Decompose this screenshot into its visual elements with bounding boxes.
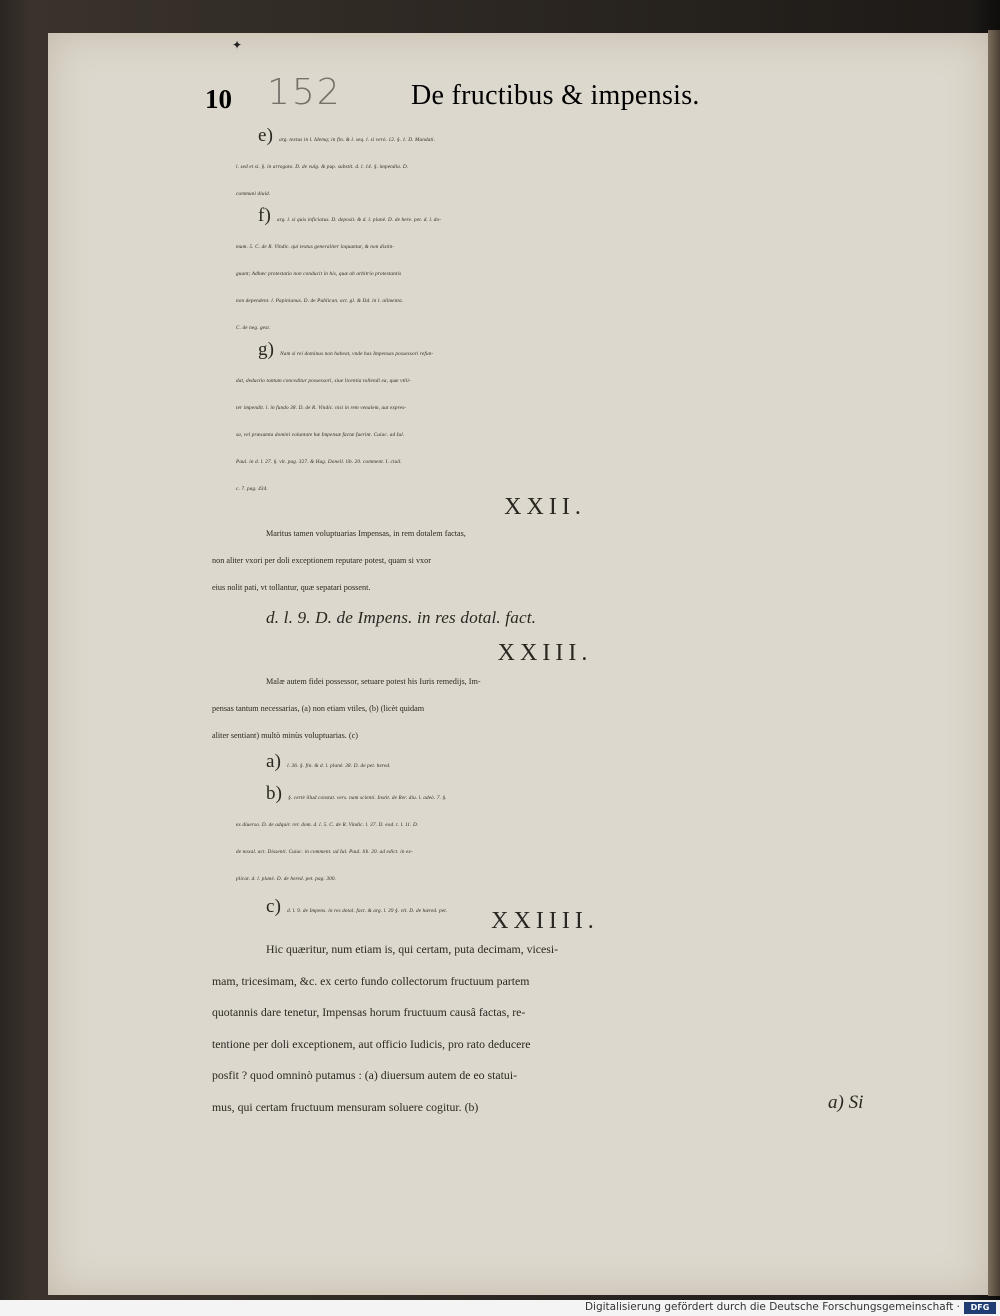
note-line: l. 36. §. fin. & d. l. planè. 38. D. de pet. hered. bbox=[287, 763, 391, 769]
note-line: ter impendit. l. in fundo 38. D. de R. Vindic. nisi in rem venalem, aut expres- bbox=[236, 405, 407, 411]
handwritten-folio-number: 152 bbox=[267, 72, 342, 113]
note-line: plicat. d. l. planè. D. de hered. pet. pag. 300. bbox=[236, 876, 337, 882]
text-line: tentione per doli exceptionem, aut officio Iudicis, pro rato deducere bbox=[212, 1036, 531, 1051]
dfg-logo: DFG bbox=[964, 1302, 996, 1314]
note-line: c. 7. pag. 434. bbox=[236, 486, 268, 492]
page-number: 10 bbox=[205, 84, 232, 114]
note-line: guunt; Adhæc protestatio non conducit in his, quæ ab arbitrio protestantis bbox=[236, 271, 402, 277]
note-line: dat, deductio tantum conceditur possessori, siue licentia tollendi ea, quæ vtili- bbox=[236, 378, 411, 384]
note-line: §. certè illud constat. vers. nam scienti. Instit. de Rer. diu. l. adeò. 7. §. bbox=[288, 795, 447, 801]
note-mark: e) bbox=[258, 125, 274, 146]
text-line: eius nolit pati, vt tollantur, quæ sepatari possent. bbox=[212, 583, 371, 592]
note-mark: f) bbox=[258, 205, 271, 226]
text-line: aliter sentiant) multò minùs voluptuarias. (c) bbox=[212, 731, 358, 740]
running-head bbox=[205, 72, 885, 118]
note-mark: a) bbox=[266, 751, 282, 772]
note-line: non dependent. l. Papinianus. D. de Publican. act. gl. & Dd. in l. alimenta. bbox=[236, 298, 404, 304]
note-line: arg. l. si quis inficiatus. D. deposit. & d. l. planè. D. de here. pet. d. l. do- bbox=[276, 217, 442, 223]
note-line: mum. 5. C. de R. Vindic. qui textus generaliter loquuntur, & non distin- bbox=[236, 244, 395, 250]
section-23-text bbox=[210, 668, 880, 749]
running-title: De fructibus & impensis. bbox=[411, 80, 700, 111]
catchword: a) Si bbox=[828, 1092, 864, 1113]
text-line: Maritus tamen voluptuarias Impensas, in rem dotalem factas, bbox=[266, 529, 466, 538]
text-line: pensas tantum necessarias, (a) non etiam vtiles, (b) (licèt quidam bbox=[212, 704, 425, 713]
note-mark: c) bbox=[266, 896, 282, 917]
footer-credit: Digitalisierung gefördert durch die Deutsche Forschungsgemeinschaft · bbox=[584, 1301, 960, 1313]
note-line: de noxal. act. Dissenti. Cuiac. in comment. ad Iul. Paul. lib. 20. ad edict. in ex- bbox=[236, 849, 413, 855]
note-line: arg. textus in l. Idemq; in fin. & l. seq. l. si verò. 12. §. 1. D. Mandati. bbox=[279, 137, 436, 143]
text-line: posfit ? quod omninò putamus : (a) diuersum autem de eo statui- bbox=[212, 1068, 518, 1083]
note-mark: b) bbox=[266, 783, 283, 804]
citation-line: d. l. 9. D. de Impens. in res dotal. fact. bbox=[266, 608, 537, 627]
page-edge bbox=[988, 30, 1000, 1296]
note-line: C. de neg. gest. bbox=[236, 325, 271, 331]
note-mark: g) bbox=[258, 339, 275, 360]
note-line: communi diuid. bbox=[236, 191, 271, 197]
note-line: Paul. in d. l. 27. §. vlt. pag. 327. & Hug. Donell. lib. 20. comment. I. ciuil. bbox=[236, 459, 402, 465]
note-e bbox=[210, 122, 880, 208]
note-line: ex diuerso. D. de adquir. rer. dom. d. l. 5. C. de R. Vindic. l. 37. D. eod. t. l. 11. D. bbox=[236, 822, 419, 828]
text-line: Hic quæritur, num etiam is, qui certam, puta decimam, vicesi- bbox=[266, 942, 559, 956]
note-line: d. l. 9. de Impens. in res dotal. fact. & arg. l. 39 §. vlt. D. de hæred. pet. bbox=[287, 908, 448, 914]
note-f bbox=[210, 202, 880, 342]
text-line: mus, qui certam fructuum mensuram soluere cogitur. (b) bbox=[212, 1099, 479, 1114]
section-heading-23: XXIII. bbox=[497, 640, 593, 666]
section-24-text bbox=[210, 934, 880, 1124]
section-22-citation bbox=[210, 604, 936, 631]
text-line: Malæ autem fidei possessor, setuare potest his Iuris remedijs, Im- bbox=[266, 677, 481, 686]
printer-mark: ✦ bbox=[232, 38, 243, 52]
note-line: l. sed et si. §. in arrogato. D. de vulg. & pup. substit. d. l. 14. §. impendia. D. bbox=[236, 164, 409, 170]
note-line: sa, vel præsumta domini voluntate hæ Impensæ factæ fuerint. Cuiac. ad Iul. bbox=[236, 432, 405, 438]
text-line: quotannis dare tenetur, Impensas horum fructuum causâ factas, re- bbox=[212, 1005, 526, 1020]
text-line: non aliter vxori per doli exceptionem reputare potest, quam si vxor bbox=[212, 556, 431, 565]
section-23-notes bbox=[210, 748, 880, 925]
section-22-text bbox=[210, 520, 880, 601]
note-line: Nam si rei dominus non habeat, vnde has Impensas possessori refun- bbox=[280, 351, 434, 357]
note-g bbox=[210, 336, 880, 503]
section-heading-22: XXII. bbox=[504, 494, 586, 520]
text-line: mam, tricesimam, &c. ex certo fundo collectorum fructuum partem bbox=[212, 973, 530, 988]
section-heading-24: XXIIII. bbox=[491, 908, 599, 934]
